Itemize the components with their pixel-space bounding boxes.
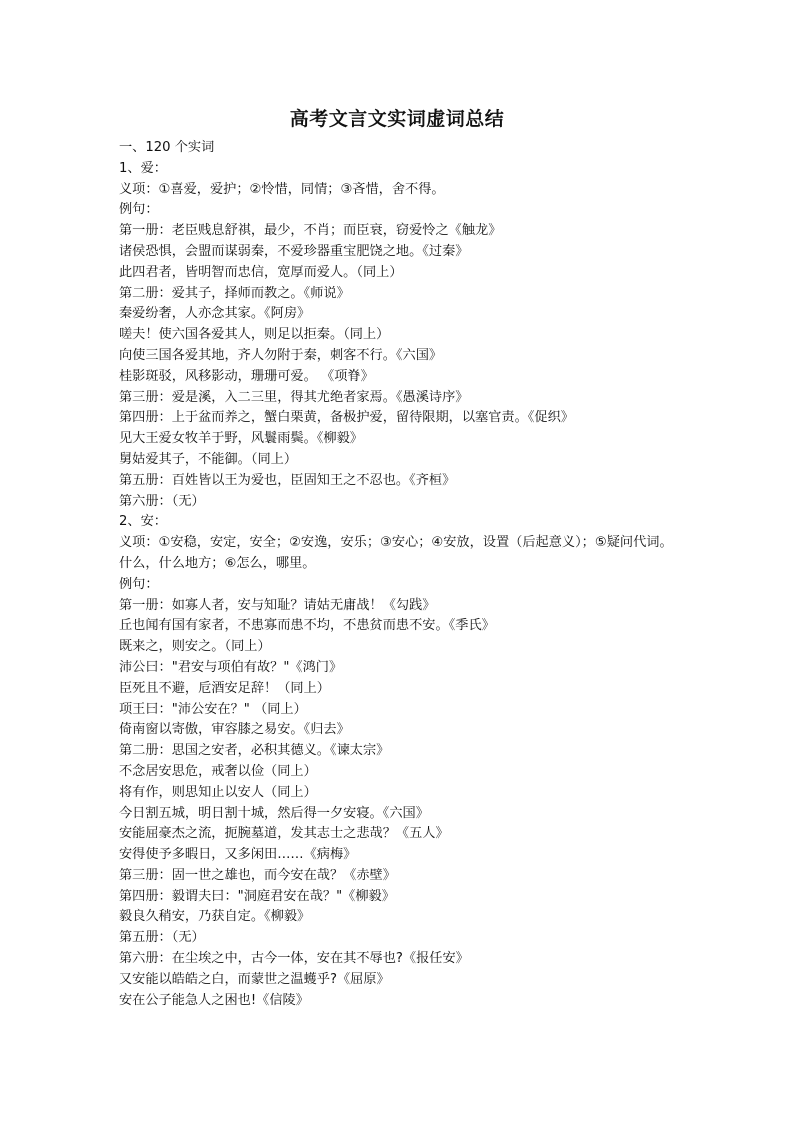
text-line: 诸侯恐惧，会盟而谋弱秦，不爱珍器重宝肥饶之地。《过秦》 <box>119 243 469 259</box>
text-line: 倚南窗以寄傲，审容膝之易安。《归去》 <box>119 722 350 738</box>
text-line: 秦爱纷奢，人亦念其家。《阿房》 <box>119 306 311 322</box>
document-body <box>119 138 681 1011</box>
text-line: 第一册：老臣贱息舒祺，最少，不肖；而臣衰，窃爱怜之《触龙》 <box>119 223 502 239</box>
text-line: 2、安： <box>119 514 167 530</box>
text-line: 向使三国各爱其地，齐人勿附于秦，刺客不行。《六国》 <box>119 347 443 363</box>
text-line: 沛公曰："君安与项伯有故？"《鸿门》 <box>119 659 343 675</box>
text-line: 第一册：如寡人者，安与知耻？请姑无庸战！《勾践》 <box>119 597 436 613</box>
text-line: 第五册：百姓皆以王为爱也，臣固知王之不忍也。《齐桓》 <box>119 472 456 488</box>
text-line: 舅姑爱其子，不能御。（同上） <box>119 451 298 467</box>
text-line: 丘也闻有国有家者，不患寡而患不均，不患贫而患不安。《季氏》 <box>119 618 495 634</box>
text-line: 既来之，则安之。（同上） <box>119 639 271 655</box>
text-line: 义项：①安稳，安定，安全；②安逸，安乐；③安心；④安放，设置（后起意义）；⑤疑问代词。什么，什么地方；⑥怎么，哪里。 <box>119 535 673 571</box>
text-line: 安能屈豪杰之流，扼腕墓道，发其志士之悲哉？《五人》 <box>119 826 449 842</box>
text-line: 桂影斑驳，风移影动，珊珊可爱。 《项脊》 <box>119 368 374 384</box>
text-line: 将有作，则思知止以安人（同上） <box>119 784 317 800</box>
text-line: 第四册：上于盆而养之，蟹白栗黄，备极护爱，留待限期，以塞官责。《促织》 <box>119 410 574 426</box>
text-line: 第二册：思国之安者，必积其德义。《谏太宗》 <box>119 743 390 759</box>
text-line: 不念居安思危，戒奢以俭（同上） <box>119 763 317 779</box>
text-line: 第三册：固一世之雄也，而今安在哉？《赤壁》 <box>119 867 396 883</box>
text-line: 一、120 个实词 <box>119 140 215 155</box>
text-line: 第六册：在尘埃之中，古今一体，安在其不辱也?《报任安》 <box>119 951 469 967</box>
text-line: 第二册：爱其子，择师而教之。《师说》 <box>119 285 350 301</box>
text-line: 臣死且不避，卮酒安足辞！（同上） <box>119 680 330 696</box>
text-line: 例句： <box>119 202 159 218</box>
text-line: 又安能以皓皓之白，而蒙世之温蠖乎?《屈原》 <box>119 971 390 987</box>
text-line: 嗟夫！使六国各爱其人，则足以拒秦。（同上） <box>119 327 390 343</box>
text-line: 例句： <box>119 576 159 592</box>
text-line: 安在公子能急人之困也!《信陵》 <box>119 992 309 1008</box>
text-line: 毅良久稍安，乃获自定。《柳毅》 <box>119 909 311 925</box>
text-line: 1、爱： <box>119 160 167 176</box>
text-line: 第四册：毅谓夫曰："洞庭君安在哉？"《柳毅》 <box>119 888 395 904</box>
text-line: 义项：①喜爱，爱护；②怜惜，同情；③吝惜，舍不得。 <box>119 181 445 197</box>
text-line: 今日割五城，明日割十城，然后得一夕安寝。《六国》 <box>119 805 429 821</box>
text-line: 第五册：（无） <box>119 930 205 946</box>
text-line: 第六册：（无） <box>119 493 205 509</box>
document-title: 高考文言文实词虚词总结 <box>289 108 505 130</box>
text-line: 第三册：爱是溪，入二三里，得其尤绝者家焉。《愚溪诗序》 <box>119 389 469 405</box>
text-line: 项王曰："沛公安在？" （同上） <box>119 701 307 717</box>
text-line: 见大王爱女牧羊于野，风鬟雨鬓。《柳毅》 <box>119 431 363 447</box>
text-line: 此四君者，皆明智而忠信，宽厚而爱人。（同上） <box>119 264 403 280</box>
text-line: 安得使予多暇日，又多闲田……《病梅》 <box>119 847 357 863</box>
